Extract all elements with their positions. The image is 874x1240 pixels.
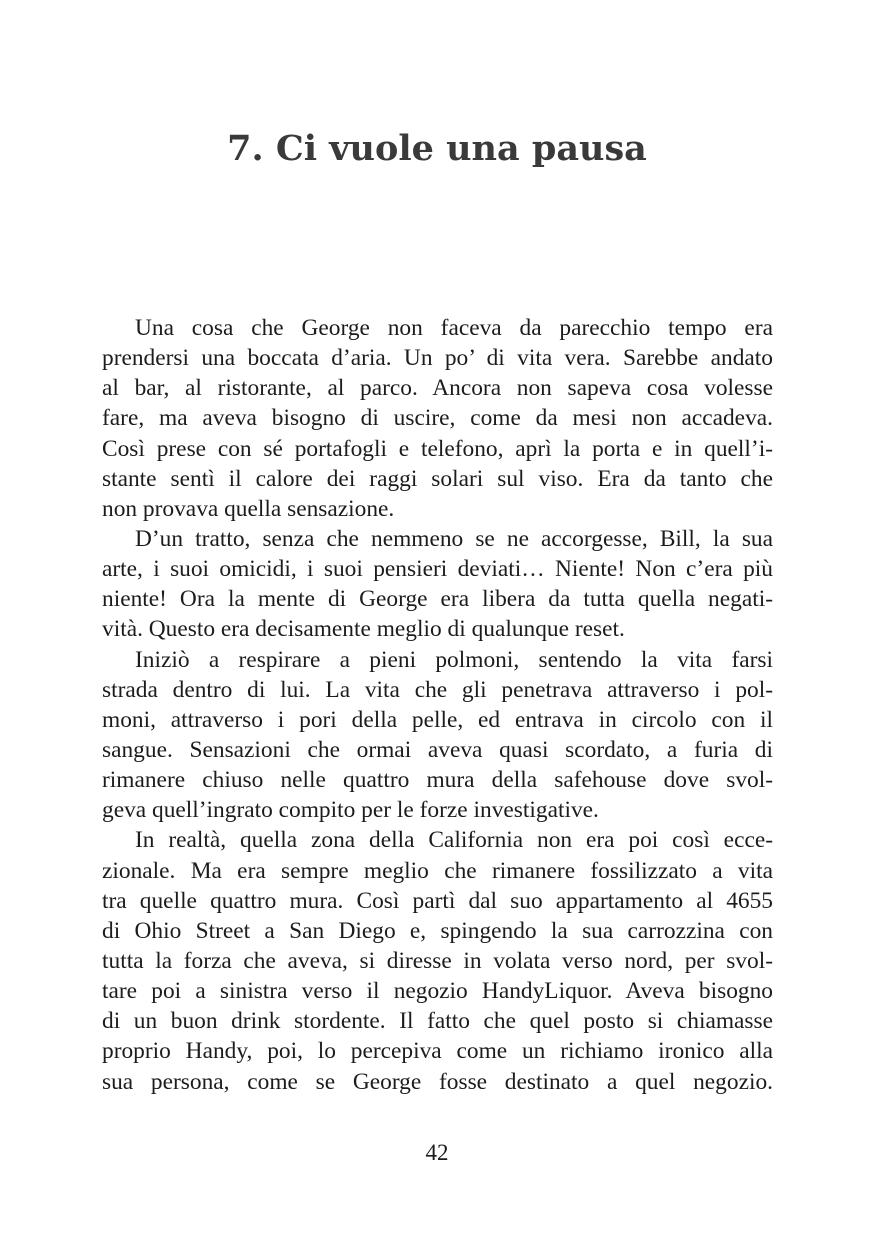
text-line: zionale. Ma era sempre meglio che rimanere fossilizzato a vita [102, 857, 773, 884]
text-line: fare, ma aveva bisogno di uscire, come da mesi non accadeva. [102, 405, 773, 432]
text-line: Una cosa che George non faceva da parecchio tempo era [135, 315, 773, 341]
text-line: di Ohio Street a San Diego e, spingendo la sua carrozzina con [102, 917, 773, 944]
text-line: D’un tratto, senza che nemmeno se ne accorgesse, Bill, la sua [135, 525, 773, 552]
text-line: strada dentro di lui. La vita che gli penetrava attraverso i pol- [102, 676, 773, 703]
paragraph-1 [102, 313, 773, 524]
paragraph-2 [102, 524, 773, 645]
text-line: di un buon drink stordente. Il fatto che quel posto si chiamasse [102, 1008, 773, 1035]
text-line: Iniziò a respirare a pieni polmoni, sentendo la vita farsi [135, 646, 773, 673]
text-line: arte, i suoi omicidi, i suoi pensieri deviati… Niente! Non c’era più [102, 556, 773, 583]
text-line: vità. Questo era decisamente meglio di qualunque reset. [102, 616, 625, 643]
paragraph-3 [102, 645, 773, 826]
text-line: geva quell’ingrato compito per le forze investigative. [102, 797, 599, 824]
text-line: proprio Handy, poi, lo percepiva come un richiamo ironico alla [102, 1038, 773, 1065]
text-line: moni, attraverso i pori della pelle, ed entrava in circolo con il [102, 706, 773, 733]
chapter-body [102, 313, 773, 1097]
text-line: niente! Ora la mente di George era libera da tutta quella negati- [102, 586, 773, 613]
page-number: 42 [425, 1140, 449, 1165]
text-line: sangue. Sensazioni che ormai aveva quasi scordato, a furia di [102, 736, 773, 763]
text-line: sua persona, come se George fosse destinato a quel negozio. [102, 1068, 773, 1095]
text-line: tare poi a sinistra verso il negozio HandyLiquor. Aveva bisogno [102, 978, 773, 1005]
text-line: stante sentì il calore dei raggi solari sul viso. Era da tanto che [102, 465, 773, 492]
text-line: In realtà, quella zona della California non era poi così ecce- [135, 827, 773, 854]
text-line: Così prese con sé portafogli e telefono, aprì la porta e in quell’i- [102, 435, 773, 462]
text-line: tra quelle quattro mura. Così partì dal suo appartamento al 4655 [102, 887, 773, 914]
text-line: tutta la forza che aveva, si diresse in volata verso nord, per svol- [102, 947, 773, 974]
text-line: al bar, al ristorante, al parco. Ancora non sapeva cosa volesse [102, 375, 773, 402]
text-line: rimanere chiuso nelle quattro mura della safehouse dove svol- [102, 767, 773, 794]
text-line: prendersi una boccata d’aria. Un po’ di vita vera. Sarebbe andato [102, 345, 773, 372]
paragraph-4 [102, 825, 773, 1096]
text-line: non provava quella sensazione. [102, 495, 395, 522]
chapter-title: 7. Ci vuole una pausa [227, 128, 647, 169]
